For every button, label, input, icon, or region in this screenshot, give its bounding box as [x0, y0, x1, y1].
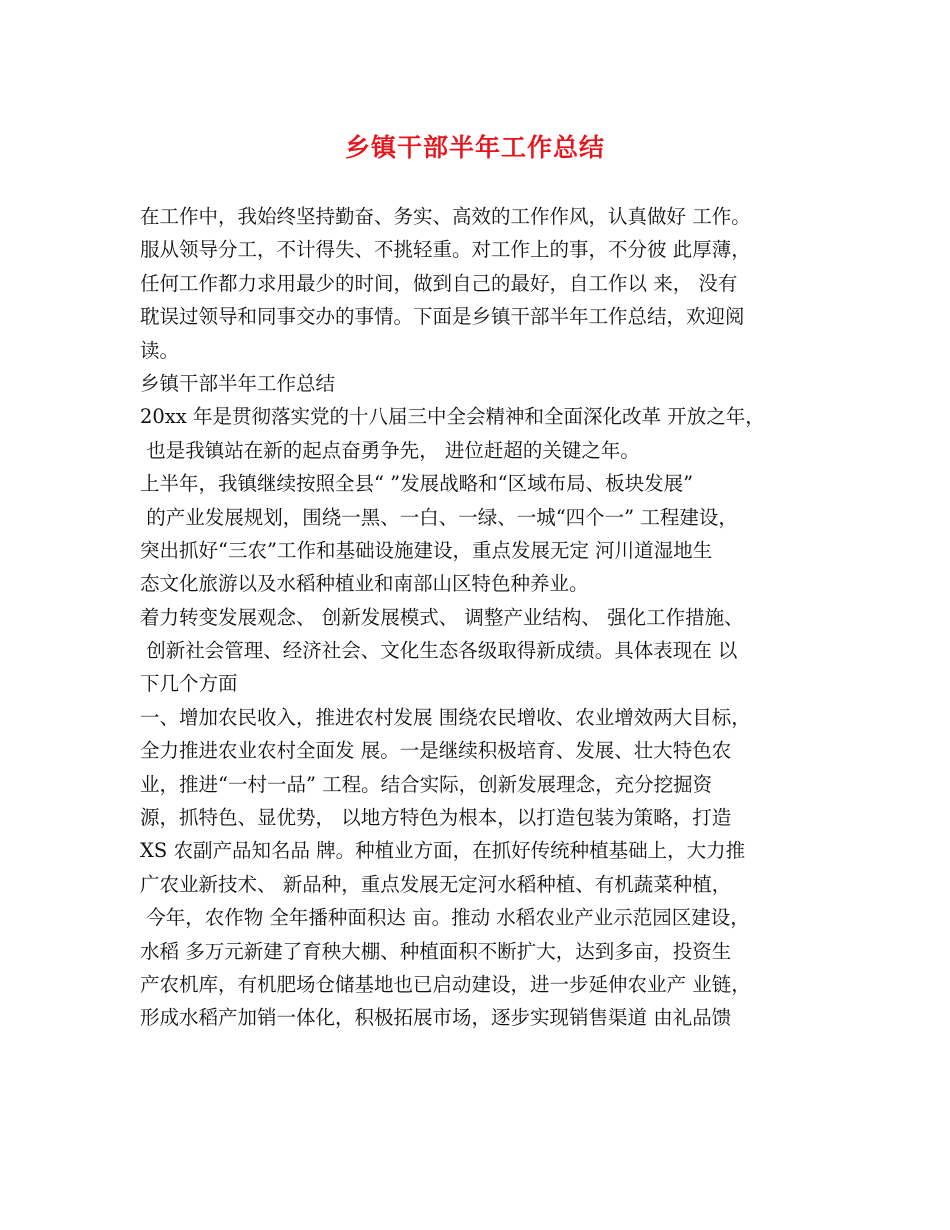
body-line: 任何工作都力求用最少的时间，做到自己的最好，自工作以 来， 没有 [140, 271, 738, 295]
body-line: 着力转变发展观念、 创新发展模式、 调整产业结构、 强化工作措施、 [140, 605, 744, 629]
body-line: 一、增加农民收入，推进农村发展 围绕农民增收、农业增效两大目标， [140, 705, 751, 729]
body-line: 读。 [140, 338, 180, 362]
body-line: 态文化旅游以及水稻种植业和南部山区特色种养业。 [140, 572, 589, 596]
document-title: 乡镇干部半年工作总结 [344, 133, 605, 162]
body-line: 全力推进农业农村全面发 展。一是继续积极培育、发展、壮大特色农 [140, 739, 732, 763]
body-line: 形成水稻产加销一体化，积极拓展市场，逐步实现销售渠道 由礼品馈 [140, 1006, 732, 1030]
document-body [140, 200, 820, 1035]
body-line: 创新社会管理、经济社会、文化生态各级取得新成绩。具体表现在 以 [140, 639, 738, 663]
body-line: 耽误过领导和同事交办的事情。下面是乡镇干部半年工作总结，欢迎阅 [140, 305, 745, 329]
body-line: 源，抓特色、显优势， 以地方特色为根本，以打造包装为策略，打造 [140, 806, 732, 830]
body-line: 水稻 多万元新建了育秧大棚、种植面积不断扩大，达到多亩，投资生 [140, 939, 732, 963]
body-line: 下几个方面 [140, 672, 238, 696]
body-line: 突出抓好“三农”工作和基础设施建设，重点发展无定 河川道湿地生 [140, 538, 713, 562]
body-line: 服从领导分工，不计得失、不挑轻重。对工作上的事，不分彼 此厚薄， [140, 238, 751, 262]
body-line: 产农机库，有机肥场仓储基地也已启动建设，进一步延伸农业产 业链， [140, 972, 751, 996]
body-line: 也是我镇站在新的起点奋勇争先， 进位赶超的关键之年。 [140, 438, 640, 462]
body-line: 业，推进“一村一品” 工程。结合实际，创新发展理念，充分挖掘资 [140, 772, 713, 796]
body-line: 广农业新技术、 新品种，重点发展无定河水稻种植、有机蔬菜种植， [140, 872, 732, 896]
body-line: 在工作中，我始终坚持勤奋、务实、高效的工作作风，认真做好 工作。 [140, 205, 751, 228]
body-line: XS 农副产品知名品 牌。种植业方面，在抓好传统种植基础上，大力推 [140, 839, 746, 863]
body-line: 的产业发展规划，围绕一黑、一白、一绿、一城“四个一” 工程建设， [140, 505, 738, 529]
body-line: 上半年，我镇继续按照全县“ ”发展战略和“区域布局、板块发展” [140, 472, 694, 496]
body-line: 20xx 年是贯彻落实党的十八届三中全会精神和全面深化改革 开放之年， [140, 405, 765, 429]
body-line: 乡镇干部半年工作总结 [140, 371, 336, 395]
body-line: 今年，农作物 全年播种面积达 亩。推动 水稻农业产业示范园区建设， [140, 906, 750, 930]
